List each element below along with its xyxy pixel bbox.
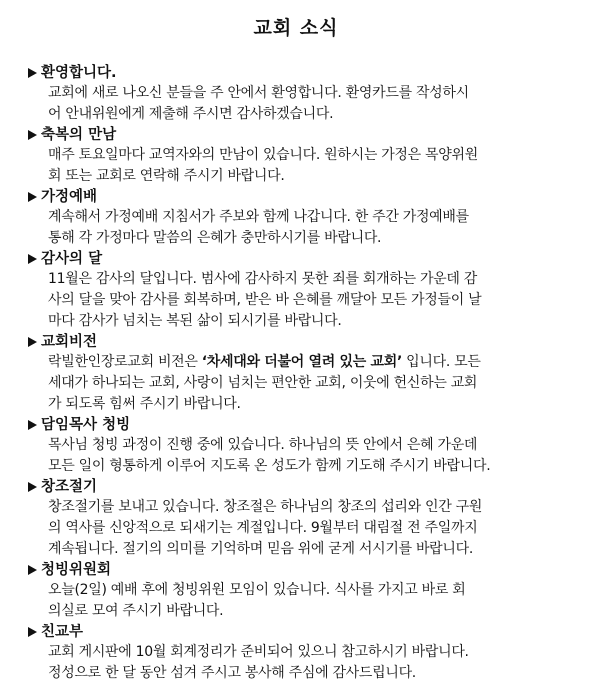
section-heading	[28, 125, 576, 145]
section-heading-text: 친교부	[41, 624, 84, 640]
section-heading	[28, 560, 576, 580]
section-heading-text: 가정예배	[41, 189, 98, 205]
body-line: 정성으로 한 달 동안 섬겨 주시고 봉사해 주심에 감사드립니다.	[48, 665, 416, 681]
section-heading-text: 환영합니다.	[41, 65, 117, 81]
section-body	[48, 352, 566, 415]
bullet-arrow-icon	[28, 68, 37, 78]
section-body	[48, 580, 566, 622]
bullet-arrow-icon	[28, 420, 37, 430]
body-line: 어 안내위원에게 제출해 주시면 감사하겠습니다.	[48, 106, 334, 122]
body-line: 통해 각 가정마다 말씀의 은혜가 충만하시기를 바랍니다.	[48, 230, 382, 246]
section-heading-text: 담임목사 청빙	[41, 417, 131, 433]
section-body	[48, 435, 566, 477]
bullet-arrow-icon	[28, 565, 37, 575]
section-heading	[28, 249, 576, 269]
news-list	[28, 63, 576, 684]
body-line: 목사님 청빙 과정이 진행 중에 있습니다. 하나님의 뜻 안에서 은혜 가운데	[48, 437, 478, 453]
section-heading-text: 교회비전	[41, 334, 98, 350]
news-item-creation-season	[28, 477, 576, 560]
section-heading-text: 감사의 달	[41, 251, 103, 267]
section-body	[48, 83, 566, 125]
page-title: 교회 소식	[253, 17, 339, 39]
section-heading	[28, 63, 576, 83]
section-heading	[28, 187, 576, 207]
body-line	[48, 352, 566, 373]
body-line: 의실로 모여 주시기 바랍니다.	[48, 603, 224, 619]
body-line: 회 또는 교회로 연락해 주시기 바랍니다.	[48, 168, 285, 184]
section-heading	[28, 415, 576, 435]
section-body	[48, 497, 566, 560]
vision-statement: ‘차세대와 더불어 열려 있는 교회’	[201, 354, 403, 370]
body-line: 세대가 하나되는 교회, 사랑이 넘치는 편안한 교회, 이웃에 헌신하는 교회	[48, 375, 478, 391]
body-line: 매주 토요일마다 교역자와의 만남이 있습니다. 원하시는 가정은 목양위원	[48, 147, 478, 163]
vision-intro-text: 락빌한인장로교회 비전은	[48, 354, 202, 370]
body-line: 가 되도록 힘써 주시기 바랍니다.	[48, 396, 241, 412]
body-line: 마다 감사가 넘치는 복된 삶이 되시기를 바랍니다.	[48, 313, 342, 329]
body-line: 계속됩니다. 절기의 의미를 기억하며 믿음 위에 굳게 서시기를 바랍니다.	[48, 541, 473, 557]
section-heading-text: 축복의 만남	[41, 127, 117, 143]
section-heading-text: 청빙위원회	[41, 562, 112, 578]
section-heading	[28, 332, 576, 352]
body-line: 계속해서 가정예배 지침서가 주보와 함께 나갑니다. 한 주간 가정예배를	[48, 209, 469, 225]
bullet-arrow-icon	[28, 482, 37, 492]
body-line: 의 역사를 신앙적으로 되새기는 계절입니다. 9월부터 대림절 전 주일까지	[48, 520, 478, 536]
news-item-blessing-meeting	[28, 125, 576, 187]
body-line: 모든 일이 형통하게 이루어 지도록 온 성도가 함께 기도해 주시기 바랍니다.	[48, 458, 491, 474]
news-item-search-committee	[28, 560, 576, 622]
news-item-welcome	[28, 63, 576, 125]
section-body	[48, 145, 566, 187]
section-heading-text: 창조절기	[41, 479, 98, 495]
news-item-pastor-search	[28, 415, 576, 477]
vision-outro-text: 입니다. 모든	[402, 354, 481, 370]
body-line: 사의 달을 맞아 감사를 회복하며, 받은 바 은혜를 깨달아 모든 가정들이 날	[48, 292, 482, 308]
body-line: 창조절기를 보내고 있습니다. 창조절은 하나님의 창조의 섭리와 인간 구원	[48, 499, 483, 515]
news-item-church-vision	[28, 332, 576, 415]
body-line: 11월은 감사의 달입니다. 범사에 감사하지 못한 죄를 회개하는 가운데 감	[48, 271, 477, 287]
body-line: 교회에 새로 나오신 분들을 주 안에서 환영합니다. 환영카드를 작성하시	[48, 85, 469, 101]
body-line: 교회 게시판에 10월 회계정리가 준비되어 있으니 참고하시기 바랍니다.	[48, 644, 469, 660]
news-item-family-worship	[28, 187, 576, 249]
bullet-arrow-icon	[28, 337, 37, 347]
body-line: 오늘(2일) 예배 후에 청빙위원 모임이 있습니다. 식사를 가지고 바로 회	[48, 582, 466, 598]
section-body	[48, 642, 566, 684]
section-body	[48, 207, 566, 249]
section-body	[48, 269, 566, 332]
section-heading	[28, 477, 576, 497]
bullet-arrow-icon	[28, 254, 37, 264]
section-heading	[28, 622, 576, 642]
bullet-arrow-icon	[28, 192, 37, 202]
news-item-thanksgiving-month	[28, 249, 576, 332]
bullet-arrow-icon	[28, 130, 37, 140]
news-item-fellowship	[28, 622, 576, 684]
bullet-arrow-icon	[28, 627, 37, 637]
